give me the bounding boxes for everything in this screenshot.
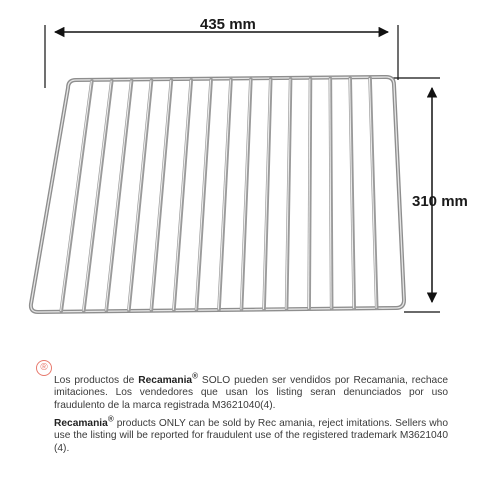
rack-bar [264, 79, 271, 309]
rack-bar [350, 78, 354, 308]
rack-bar [219, 80, 231, 310]
rack-bar [242, 79, 251, 309]
rack-bar [174, 80, 191, 310]
wire-rack [31, 77, 404, 312]
rack-bar [196, 80, 211, 310]
rack-bar-highlight [106, 81, 131, 311]
rack-bar [151, 80, 171, 310]
rack-bar-highlight [128, 80, 151, 310]
notice-english [54, 414, 448, 455]
rack-bar-highlight [241, 79, 250, 309]
notice-es-prefix: Los productos de [54, 375, 139, 386]
height-dimension-label: 310 mm [412, 193, 468, 210]
rack-bar-highlight [218, 80, 230, 310]
notice-spanish [54, 371, 448, 412]
rack-bar [370, 78, 377, 308]
width-dimension-label: 435 mm [200, 16, 256, 33]
rack-bar [106, 81, 131, 311]
notice-es-body: SOLO pueden ser vendidos por Recamania, rechace imitaciones. Los vendedores que usan los listing seran denunciados por uso fraudulento de la marca registrada M3621040(4). [54, 375, 448, 411]
rack-bar [129, 80, 152, 310]
registered-trademark-icon: ® [36, 360, 52, 376]
notice-en-reg: ® [107, 414, 114, 424]
rack-bar-highlight [173, 80, 190, 310]
rack-bar-highlight [196, 80, 211, 310]
rack-bar-highlight [151, 80, 171, 310]
notice-en-body: products ONLY can be sold by Rec amania, reject imitations. Sellers who use the listing will be reported for fraudulent use of the registered trademark M3621040 (4). [54, 418, 448, 454]
notice-es-reg: ® [192, 371, 198, 381]
rack-bar [287, 79, 291, 309]
notice-en-brand: Recamania [54, 418, 108, 429]
notice-es-brand: Recamania [138, 375, 193, 386]
